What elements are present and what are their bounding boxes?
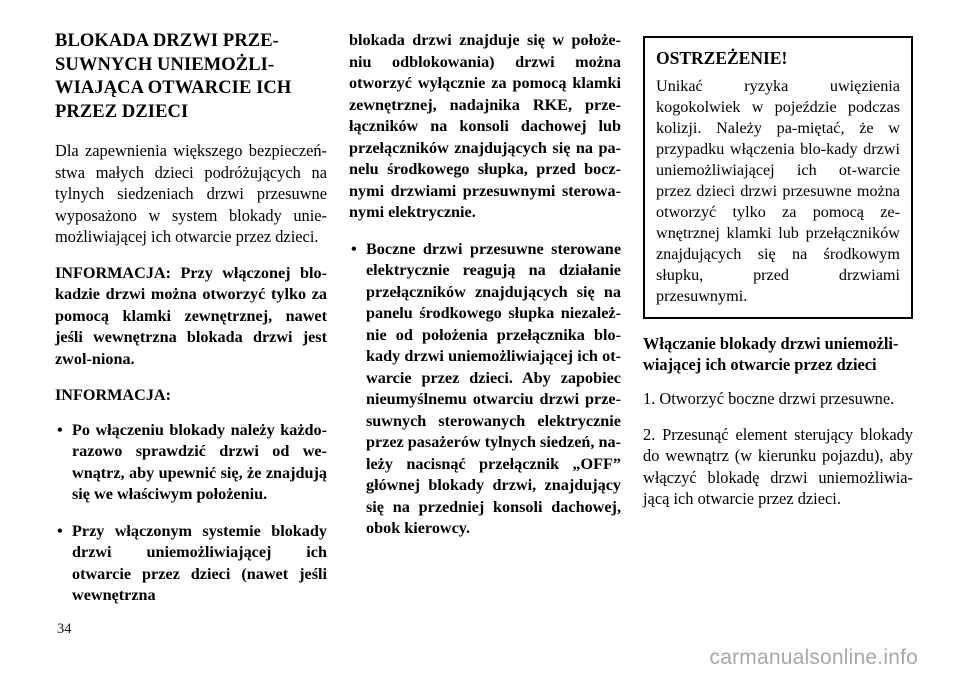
- column-two: [349, 30, 621, 590]
- page-title: BLOKADA DRZWI PRZE-SUWNYCH UNIEMOŻLI-WIAJĄCA OTWARCIE ICH PRZEZ DZIECI: [55, 31, 292, 122]
- column-two-bullet-list: [349, 239, 621, 540]
- warning-box: [643, 36, 913, 319]
- section-subheading: Włączanie blokady drzwi uniemożli-wiającej ich otwarcie przez dzieci: [643, 334, 899, 374]
- list-item: 1. Otworzyć boczne drzwi przesuwne.: [643, 389, 895, 408]
- column-one: [55, 30, 327, 604]
- note-two-heading: INFORMACJA:: [55, 386, 171, 404]
- page-columns: [55, 30, 913, 604]
- intro-paragraph: Dla zapewnienia większego bezpieczeń-stwa małych dzieci podróżujących na tylnych siedzeniach drzwi przesuwne wyposażono w system blokady unie-możliwiającej ich otwarcie przez dzieci.: [55, 141, 327, 246]
- continued-paragraph: blokada drzwi znajduje się w położe-niu odblokowania) drzwi można otworzyć wyłącznie za pomocą klamki zewnętrznej, nadajnika RKE, prze-łączników na konsoli dachowej lub przełączników znajdujących się na pa-nelu środkowego słupka, przed bocz-nymi drzwiami przesuwnymi sterowa-nymi elektrycznie.: [349, 31, 621, 221]
- watermark: carmanualsonline.info: [709, 646, 918, 669]
- list-item: • Przy włączonym systemie blokady drzwi uniemożliwiającej ich otwarcie przez dzieci (nawet jeśli wewnętrzna: [55, 521, 327, 607]
- list-item: • Po włączeniu blokady należy każdo-razowo sprawdzić drzwi od we-wnątrz, aby upewnić się, że znajdują się we właściwym położeniu.: [55, 420, 327, 506]
- note-one: INFORMACJA: Przy włączonej blo-kadzie drzwi można otworzyć tylko za pomocą klamki zewnętrznej, nawet jeśli wewnętrzna blokada drzwi jest zwol-niona.: [55, 263, 327, 368]
- warning-body: Unikać ryzyka uwięzienia kogokolwiek w pojeździe podczas kolizji. Należy pa-miętać, że w przypadku włączenia blo-kady drzwi uniemożliwiającej ich ot-warcie przez dzieci drzwi przesuwne można otworzyć tylko za pomocą ze-wnętrznej klamki lub przełączników znajdujących się na środkowym słupku, przed drzwiami przesuwnymi.: [656, 77, 900, 305]
- procedure-steps: [643, 388, 913, 510]
- list-item: • Boczne drzwi przesuwne sterowane elektrycznie reagują na działanie przełączników znajdujących się na panelu środkowego słupka niezależ-nie od położenia przełącznika blo-kady drzwi uniemożliwiającej ich ot-warcie przez dzieci. Aby zapobiec nieumyślnemu otwarciu drzwi prze-suwnych sterowanych elektrycznie przez pasażerów tylnych siedzeń, na-leży nacisnąć przełącznik „OFF” głównej blokady drzwi, znajdujący się na przedniej konsoli dachowej, obok kierowcy.: [349, 239, 621, 540]
- page-number: 34: [57, 621, 72, 637]
- column-one-bullet-list: [55, 420, 327, 607]
- warning-title: OSTRZEŻENIE!: [656, 48, 788, 68]
- column-three: [643, 30, 913, 590]
- list-item: 2. Przesunąć element sterujący blokady do wewnątrz (w kierunku pojazdu), aby włączyć blokadę drzwi uniemożliwia-jącą ich otwarcie przez dzieci.: [643, 424, 913, 508]
